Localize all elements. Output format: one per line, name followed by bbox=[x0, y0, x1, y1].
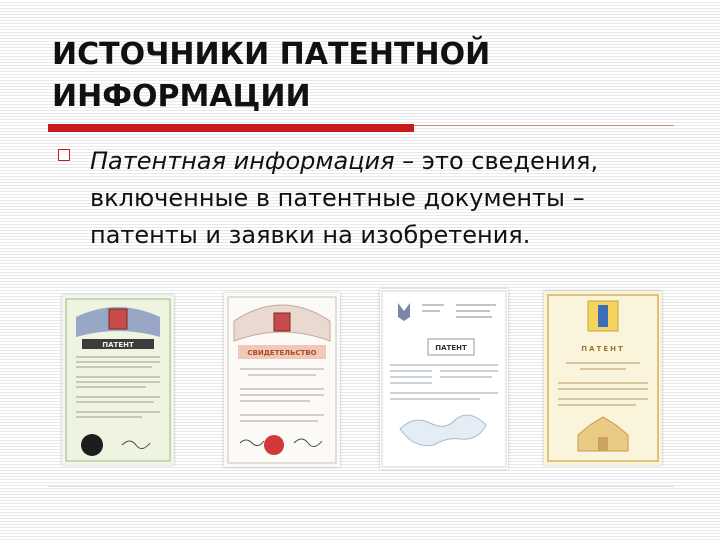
patent-document-image-3 bbox=[380, 289, 508, 469]
patent-document-image-2 bbox=[224, 293, 340, 467]
doc2-heading: СВИДЕТЕЛЬСТВО bbox=[247, 349, 317, 357]
patent-document-images bbox=[50, 285, 670, 480]
title-line-2: ИНФОРМАЦИИ bbox=[52, 79, 311, 114]
patent-document-image-1 bbox=[62, 295, 174, 465]
title-underline-accent bbox=[48, 124, 414, 132]
title-line-1: ИСТОЧНИКИ ПАТЕНТНОЙ bbox=[52, 37, 491, 72]
definition-text: – это сведения, включенные в патентные документы – патенты и заявки на изобретения. bbox=[90, 147, 599, 249]
bottom-divider bbox=[48, 486, 674, 487]
doc3-heading: ПАТЕНТ bbox=[435, 344, 467, 352]
square-bullet-icon bbox=[58, 149, 70, 161]
defined-term: Патентная информация bbox=[90, 147, 395, 175]
definition-paragraph bbox=[90, 143, 685, 254]
doc1-heading: ПАТЕНТ bbox=[102, 341, 134, 349]
slide-title bbox=[52, 34, 672, 118]
doc4-heading: ПАТЕНТ bbox=[581, 345, 625, 353]
patent-document-image-4 bbox=[544, 291, 662, 465]
